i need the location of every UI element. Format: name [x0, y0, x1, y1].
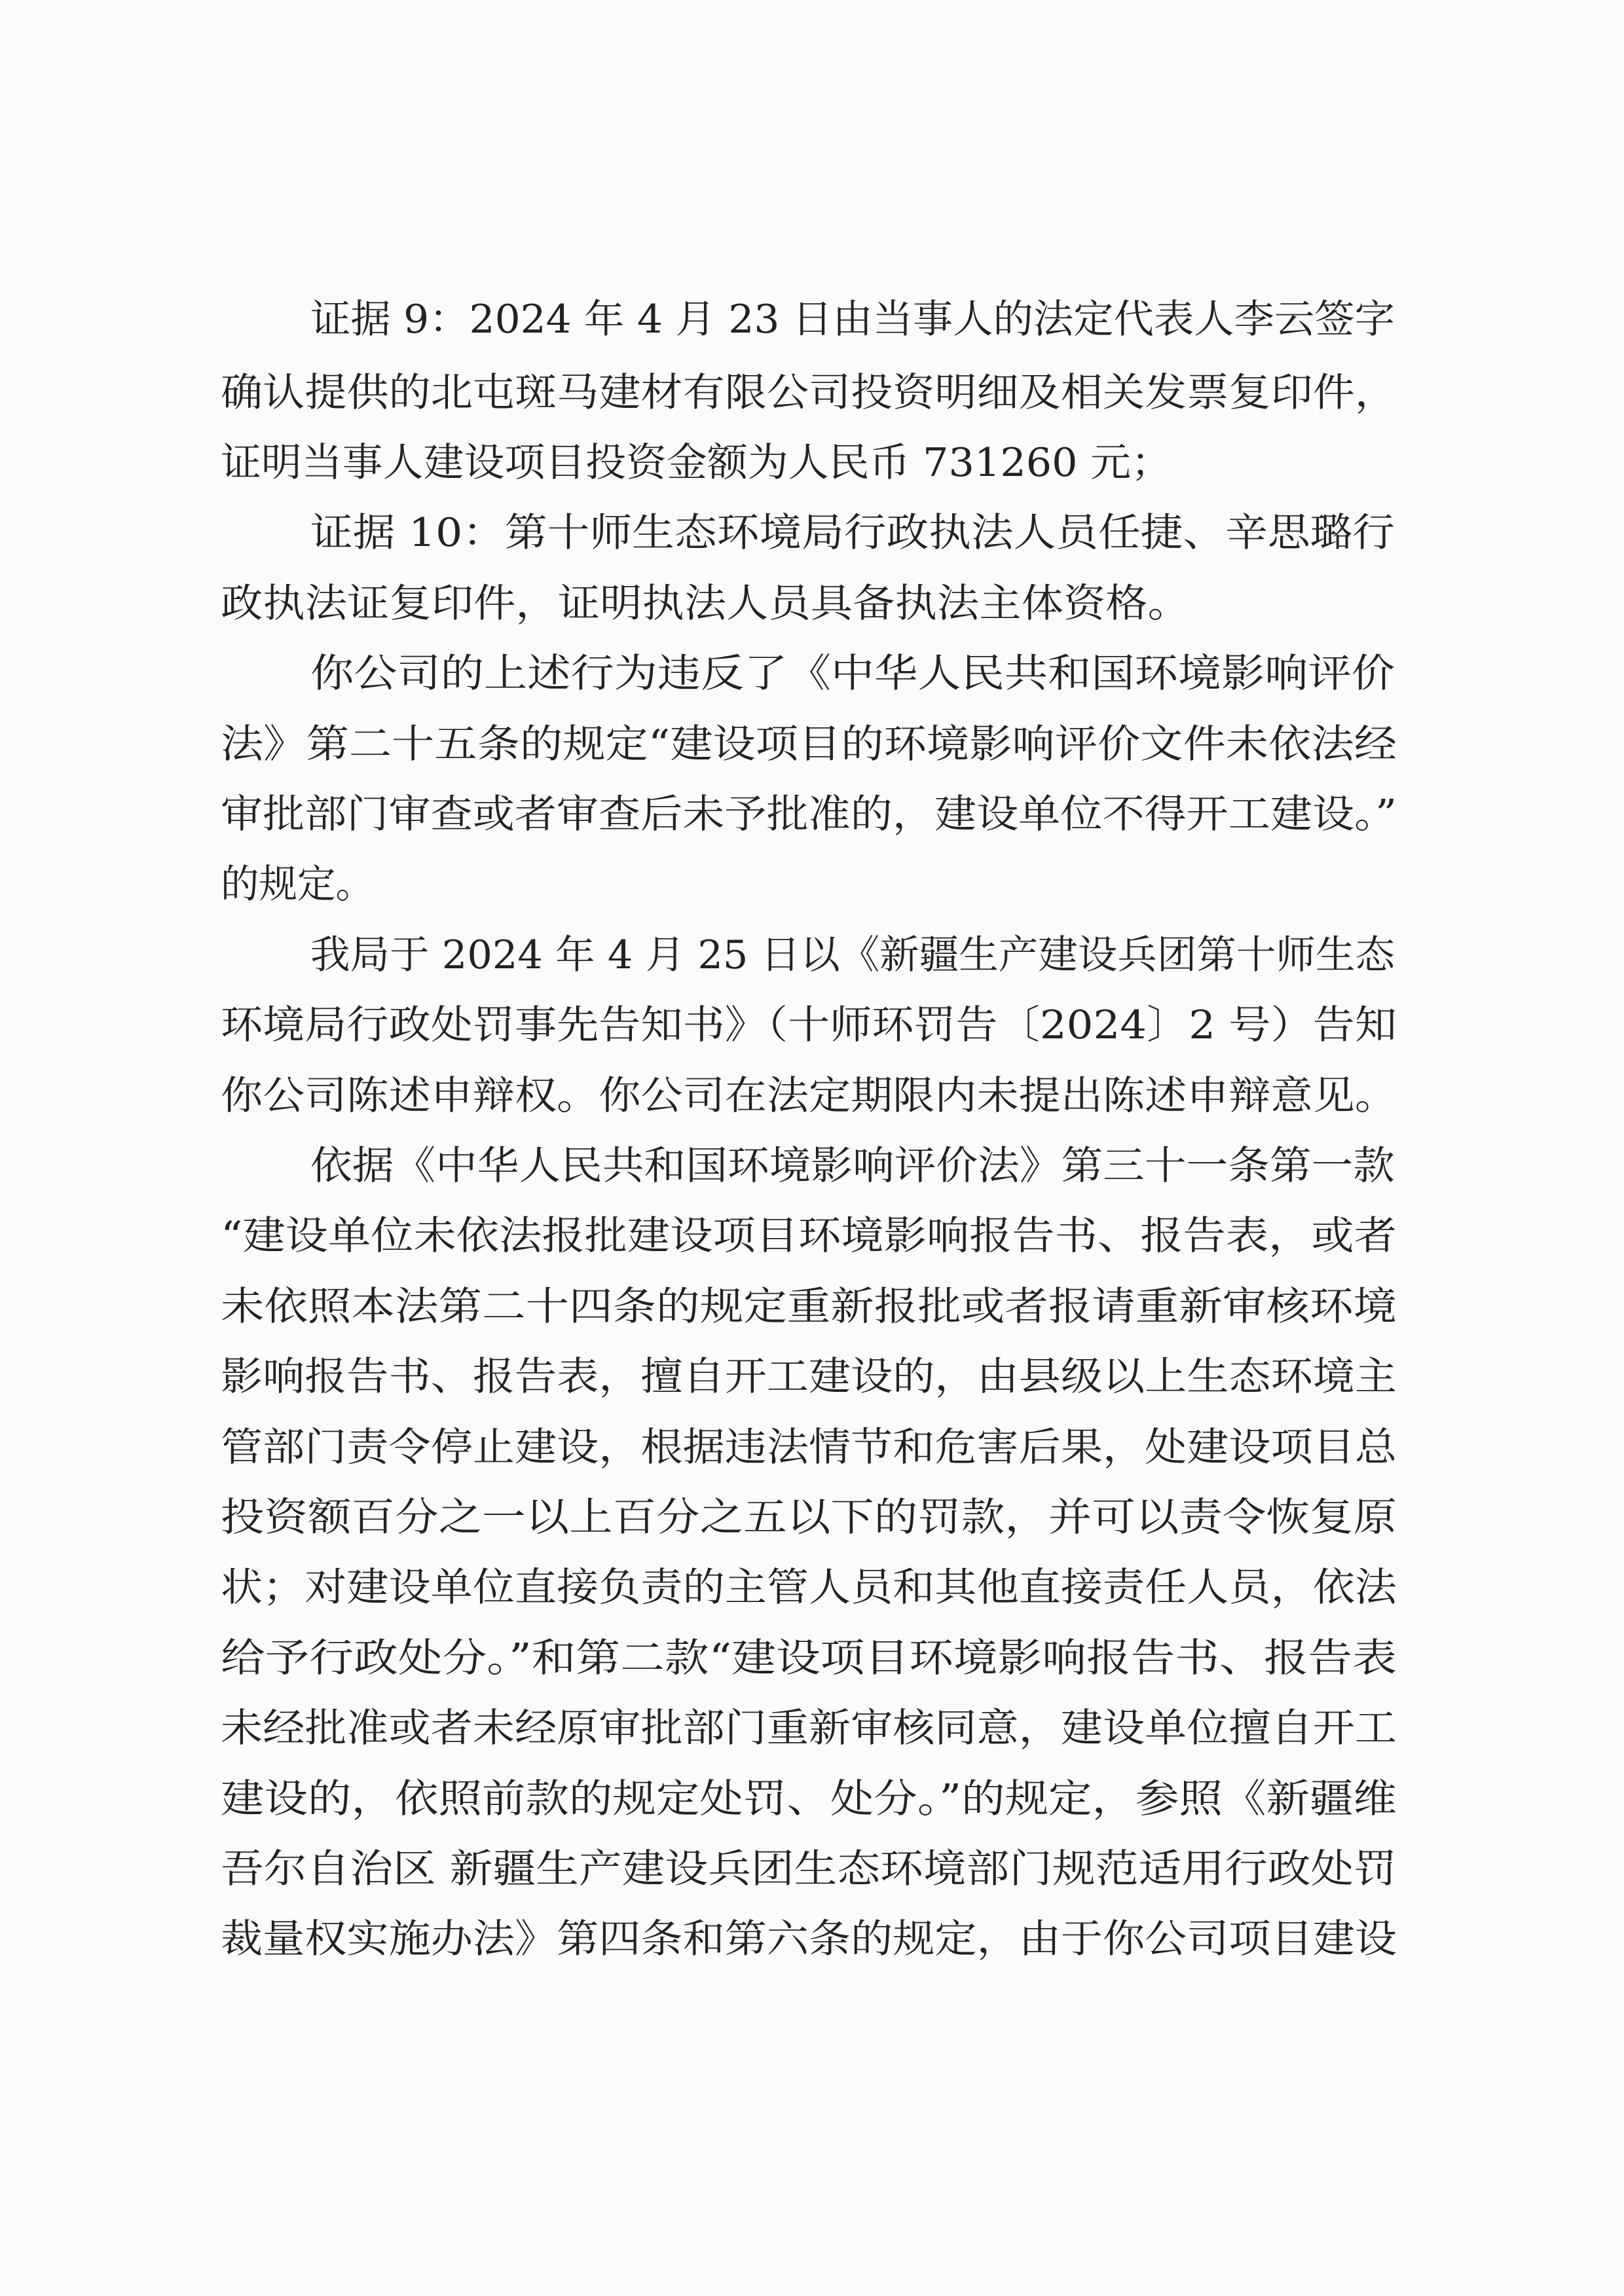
- text-line: 影响报告书、报告表，擅自开工建设的，由县级以上生态环境主: [221, 1354, 1397, 1400]
- text-line: 给予行政处分。”和第二款“建设项目环境影响报告书、报告表: [221, 1635, 1397, 1681]
- text-line: 管部门责令停止建设，根据违法情节和危害后果，处建设项目总: [221, 1425, 1397, 1470]
- text-line: 你公司陈述申辩权。你公司在法定期限内未提出陈述申辩意见。: [221, 1073, 1397, 1119]
- text-line: 投资额百分之一以上百分之五以下的罚款，并可以责令恢复原: [221, 1495, 1397, 1540]
- text-line: 你公司的上述行为违反了《中华人民共和国环境影响评价: [310, 651, 1395, 697]
- text-line: 证据 10：第十师生态环境局行政执法人员任捷、辛思璐行: [310, 510, 1395, 556]
- text-line: 法》第二十五条的规定“建设项目的环境影响评价文件未依法经: [221, 721, 1397, 767]
- text-line: “建设单位未依法报批建设项目环境影响报告书、报告表，或者: [221, 1213, 1397, 1259]
- text-line: 证明当事人建设项目投资金额为人民币 731260 元；: [221, 440, 1172, 486]
- text-line: 的规定。: [221, 862, 374, 907]
- text-line: 证据 9：2024 年 4 月 23 日由当事人的法定代表人李云签字: [310, 297, 1395, 342]
- text-line: 吾尔自治区 新疆生产建设兵团生态环境部门规范适用行政处罚: [221, 1846, 1397, 1892]
- text-line: 审批部门审查或者审查后未予批准的，建设单位不得开工建设。”: [221, 792, 1397, 837]
- text-line: 状；对建设单位直接负责的主管人员和其他直接责任人员，依法: [221, 1565, 1397, 1611]
- text-line: 裁量权实施办法》第四条和第六条的规定，由于你公司项目建设: [221, 1916, 1397, 1962]
- text-line: 未依照本法第二十四条的规定重新报批或者报请重新审核环境: [221, 1284, 1397, 1330]
- text-line: 建设的，依照前款的规定处罚、处分。”的规定，参照《新疆维: [221, 1776, 1397, 1822]
- text-line: 政执法证复印件，证明执法人员具备执法主体资格。: [221, 581, 1190, 627]
- text-line: 环境局行政处罚事先告知书》（十师环罚告〔2024〕2 号）告知: [221, 1002, 1397, 1048]
- text-line: 依据《中华人民共和国环境影响评价法》第三十一条第一款: [310, 1143, 1395, 1189]
- text-line: 未经批准或者未经原审批部门重新审核同意，建设单位擅自开工: [221, 1705, 1397, 1751]
- text-line: 我局于 2024 年 4 月 25 日以《新疆生产建设兵团第十师生态: [310, 932, 1395, 978]
- text-line: 确认提供的北屯斑马建材有限公司投资明细及相关发票复印件，: [221, 370, 1397, 416]
